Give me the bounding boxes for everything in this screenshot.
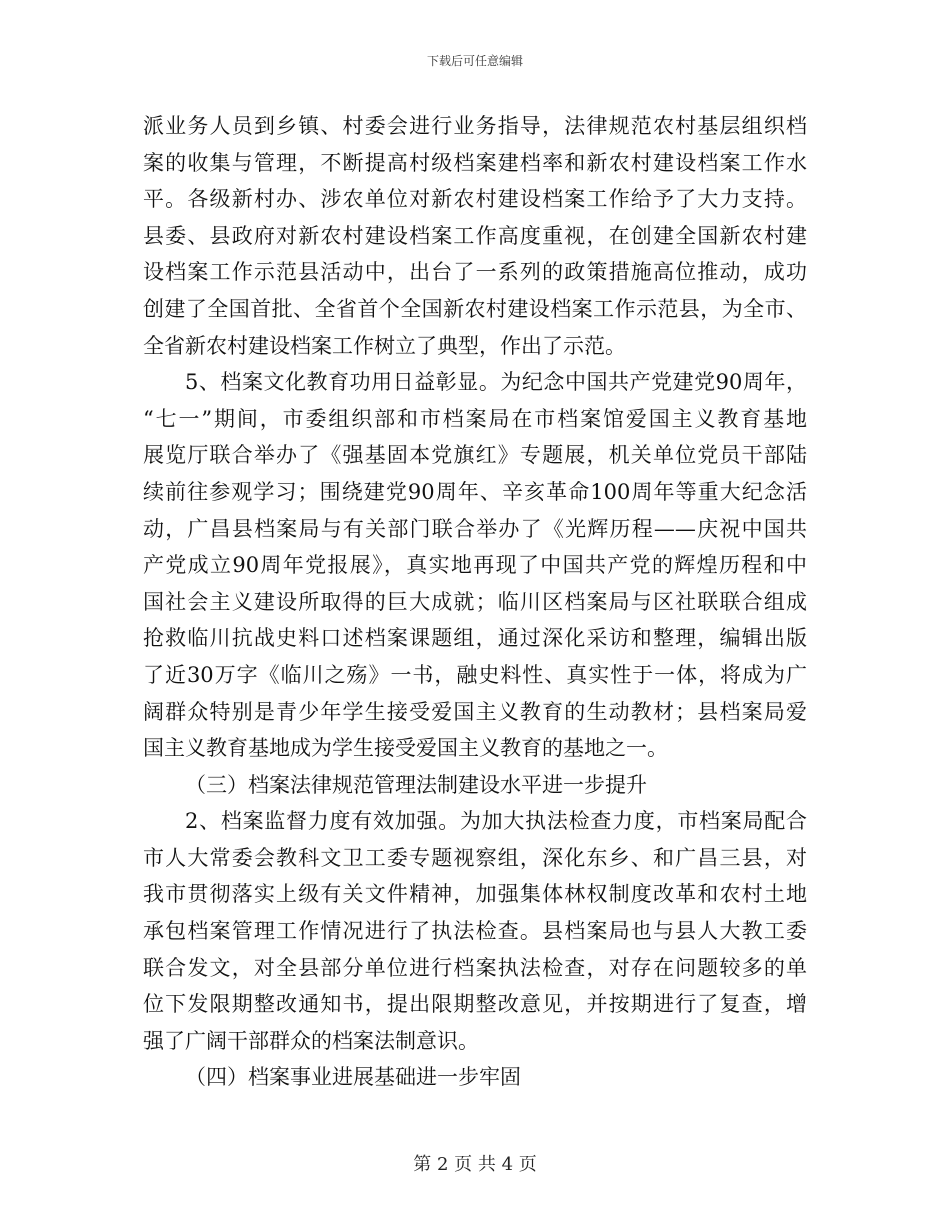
page-footer: 第 2 页 共 4 页 bbox=[413, 1154, 537, 1175]
text-line: （三）档案法律规范管理法制建设水平进一步提升 bbox=[185, 772, 647, 797]
text-line: 联合发文，对全县部分单位进行档案执法检查，对存在问题较多的单 bbox=[143, 955, 807, 980]
text-line: 展览厅联合举办了《强基固本党旗红》专题展，机关单位党员干部陆 bbox=[143, 443, 807, 468]
text-line: “七一”期间，市委组织部和市档案局在市档案馆爱国主义教育基地 bbox=[143, 406, 807, 431]
text-line: 县委、县政府对新农村建设档案工作高度重视，在创建全国新农村建 bbox=[143, 223, 807, 248]
text-line: 阔群众特别是青少年学生接受爱国主义教育的生动教材；县档案局爱 bbox=[143, 699, 807, 724]
text-line: 动，广昌县档案局与有关部门联合举办了《光辉历程——庆祝中国共 bbox=[143, 516, 807, 541]
text-line: 位下发限期整改通知书，提出限期整改意见，并按期进行了复查，增 bbox=[143, 992, 807, 1017]
text-line: 2、档案监督力度有效加强。为加大执法检查力度，市档案局配合 bbox=[185, 809, 807, 834]
text-line: 续前往参观学习；围绕建党90周年、辛亥革命100周年等重大纪念活 bbox=[143, 479, 807, 504]
text-line: 强了广阔干部群众的档案法制意识。 bbox=[143, 1028, 479, 1053]
page-header: 下载后可任意编辑 bbox=[426, 54, 523, 68]
text-line: 抢救临川抗战史料口述档案课题组，通过深化采访和整理，编辑出版 bbox=[143, 626, 807, 651]
text-line: 产党成立90周年党报展》，真实地再现了中国共产党的辉煌历程和中 bbox=[143, 553, 807, 578]
text-line: 创建了全国首批、全省首个全国新农村建设档案工作示范县，为全市、 bbox=[143, 296, 807, 321]
text-line: 国主义教育基地成为学生接受爱国主义教育的基地之一。 bbox=[143, 736, 668, 761]
text-line: 我市贯彻落实上级有关文件精神，加强集体林权制度改革和农村土地 bbox=[143, 882, 807, 907]
text-line: 了近30万字《临川之殇》一书，融史料性、真实性于一体，将成为广 bbox=[143, 662, 807, 687]
text-line: 5、档案文化教育功用日益彰显。为纪念中国共产党建党90周年， bbox=[185, 370, 807, 395]
text-line: 平。各级新村办、涉农单位对新农村建设档案工作给予了大力支持。 bbox=[143, 187, 807, 212]
text-line: 案的收集与管理，不断提高村级档案建档率和新农村建设档案工作水 bbox=[143, 150, 807, 175]
text-line: 全省新农村建设档案工作树立了典型，作出了示范。 bbox=[143, 333, 626, 358]
document-body bbox=[143, 108, 807, 1096]
text-line: （四）档案事业进展基础进一步牢固 bbox=[185, 1065, 521, 1090]
text-line: 承包档案管理工作情况进行了执法检查。县档案局也与县人大教工委 bbox=[143, 919, 807, 944]
text-line: 国社会主义建设所取得的巨大成就；临川区档案局与区社联联合组成 bbox=[143, 589, 807, 614]
text-line: 设档案工作示范县活动中，出台了一系列的政策措施高位推动，成功 bbox=[143, 260, 807, 285]
text-line: 市人大常委会教科文卫工委专题视察组，深化东乡、和广昌三县，对 bbox=[143, 845, 807, 870]
text-line: 派业务人员到乡镇、村委会进行业务指导，法律规范农村基层组织档 bbox=[143, 114, 807, 138]
